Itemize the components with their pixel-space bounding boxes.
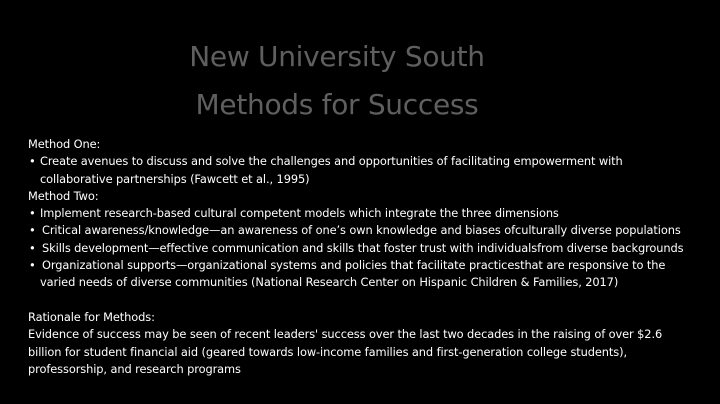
list-item-text: Implement research-based cultural competent models which integrate the three dimensions [40, 206, 559, 221]
slide-title-line-1: New University South [189, 40, 485, 73]
rationale-heading: Rationale for Methods: [28, 309, 155, 324]
method-two-list [28, 205, 698, 291]
list-item [28, 153, 698, 188]
spacer [28, 292, 698, 309]
rationale-text: Evidence of success may be seen of recent leaders' success over the last two decades in the raising of over $2.6 billion for student financial aid (geared towards low-income families and first-generation college students), professorship, and research programs [28, 327, 663, 376]
method-two-heading: Method Two: [28, 188, 99, 203]
bullet-icon: • [29, 223, 36, 238]
bullet-icon: • [29, 240, 36, 255]
slide-body [28, 136, 698, 378]
list-item [28, 240, 698, 257]
list-item-text: Create avenues to discuss and solve the challenges and opportunities of facilitating empowerment with collaborative partnerships (Fawcett et al., 1995) [40, 154, 623, 186]
list-item [28, 205, 698, 222]
list-item [28, 222, 698, 239]
list-item-text: Skills development—effective communication and skills that foster trust with individualsfrom diverse backgrounds [42, 240, 684, 255]
list-item [28, 257, 698, 292]
bullet-icon: • [29, 206, 36, 221]
slide-title-line-2: Methods for Success [195, 88, 479, 121]
bullet-icon: • [29, 154, 36, 169]
bullet-icon: • [29, 258, 36, 273]
method-one-heading: Method One: [28, 137, 101, 151]
list-item-text: Critical awareness/knowledge—an awareness of one’s own knowledge and biases ofculturally diverse populations [42, 223, 681, 238]
list-item-text: Organizational supports—organizational systems and policies that facilitate practicesthat are responsive to the varied needs of diverse communities (National Research Center on Hispanic Children & Families, 2017) [40, 258, 666, 290]
method-one-list [28, 153, 698, 188]
